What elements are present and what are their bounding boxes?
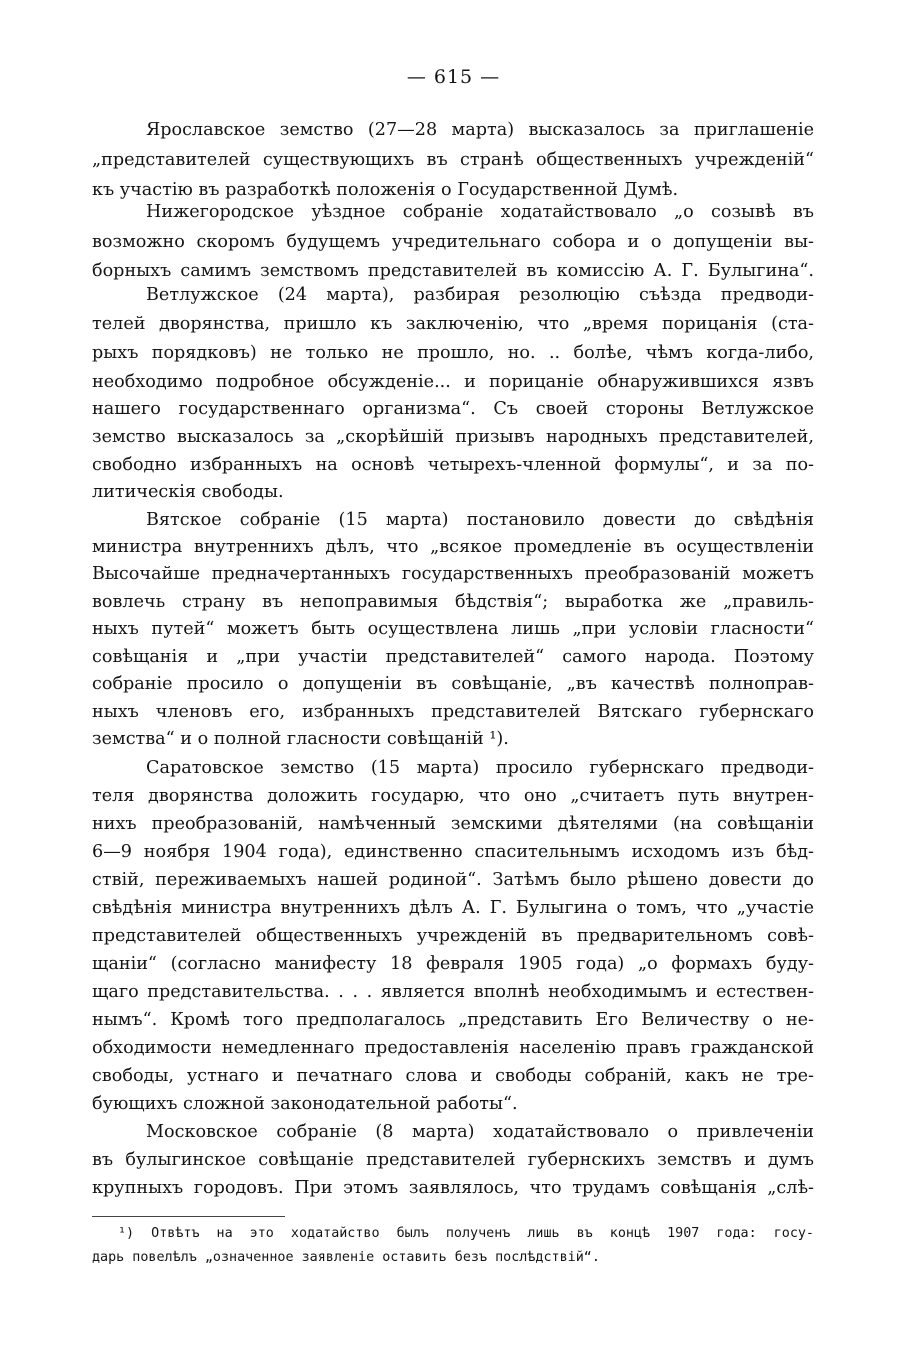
text-line: Высочайше предначертанныхъ государственныхъ преобразованій можетъ: [92, 564, 814, 584]
text-line: литическія свободы.: [92, 482, 284, 502]
text-line: ствій, переживаемыхъ нашей родиной“. Затѣмъ было рѣшено довести до: [92, 870, 814, 890]
text-line: щаго представительства. . . . является вполнѣ необходимымъ и естествен-: [92, 982, 814, 1002]
text-line: бующихъ сложной законодательной работы“.: [92, 1094, 518, 1114]
text-line: Нижегородское уѣздное собраніе ходатайствовало „о созывѣ въ: [146, 202, 814, 222]
text-line: рыхъ порядковъ) не только не прошло, но. .. болѣе, чѣмъ когда-либо,: [92, 343, 814, 363]
text-line: Ярославское земство (27—28 марта) высказалось за приглашеніе: [146, 120, 814, 140]
text-line: ныхъ членовъ его, избранныхъ представителей Вятскаго губернскаго: [92, 702, 814, 722]
footnote-line: ¹) Отвѣтъ на это ходатайство былъ полученъ лишь въ концѣ 1907 года: госу-: [118, 1226, 814, 1241]
text-line: представителей общественныхъ учрежденій въ предварительномъ совѣ-: [92, 926, 814, 946]
text-line: ныхъ путей“ можетъ быть осуществлена лишь „при условіи гласности“: [92, 619, 814, 639]
text-line: Ветлужское (24 марта), разбирая резолюцію съѣзда предводи-: [146, 285, 814, 305]
text-line: свободы, устнаго и печатнаго слова и свободы собраній, какъ не тре-: [92, 1066, 814, 1086]
text-line: вовлечь страну въ непоправимыя бѣдствія“; выработка же „правиль-: [92, 592, 814, 612]
text-line: обходимости немедленнаго предоставленія населенію правъ гражданской: [92, 1038, 814, 1058]
text-line: необходимо подробное обсужденіе... и порицаніе обнаружившихся язвъ: [92, 372, 814, 392]
text-line: земство высказалось за „скорѣйшій призывъ народныхъ представителей,: [92, 427, 814, 447]
text-line: „представителей существующихъ въ странѣ общественныхъ учрежденій“: [92, 150, 814, 170]
text-line: въ булыгинское совѣщаніе представителей губернскихъ земствъ и думъ: [92, 1150, 814, 1170]
page-number: — 615 —: [406, 66, 501, 88]
text-line: Московское собраніе (8 марта) ходатайствовало о привлеченіи: [146, 1122, 814, 1142]
footnote-line: дарь повелѣлъ „означенное заявленіе оставить безъ послѣдствій“.: [92, 1250, 600, 1265]
text-line: нашего государственнаго организма“. Съ своей стороны Ветлужское: [92, 399, 814, 419]
footnote-divider: [92, 1216, 285, 1217]
text-line: собраніе просило о допущеніи въ совѣщаніе, „въ качествѣ полноправ-: [92, 674, 814, 694]
text-line: 6—9 ноября 1904 года), единственно спасительнымъ исходомъ изъ бѣд-: [92, 842, 814, 862]
text-line: теля дворянства доложить государю, что оно „считаетъ путь внутрен-: [92, 786, 814, 806]
text-line: земства“ и о полной гласности совѣщаній ¹).: [92, 729, 509, 749]
text-line: свѣдѣнія министра внутреннихъ дѣлъ А. Г. Булыгина о томъ, что „участіе: [92, 898, 814, 918]
text-line: нымъ“. Кромѣ того предполагалось „представить Его Величеству о не-: [92, 1010, 814, 1030]
text-line: телей дворянства, пришло къ заключенію, что „время порицанія (ста-: [92, 314, 814, 334]
text-line: министра внутреннихъ дѣлъ, что „всякое промедленіе въ осуществленіи: [92, 537, 814, 557]
text-line: крупныхъ городовъ. При этомъ заявлялось, что трудамъ совѣщанія „слѣ-: [92, 1178, 814, 1198]
text-line: Саратовское земство (15 марта) просило губернскаго предводи-: [146, 758, 814, 778]
text-line: возможно скоромъ будущемъ учредительнаго собора и о допущеніи вы-: [92, 232, 814, 252]
text-line: борныхъ самимъ земствомъ представителей въ комиссію А. Г. Булыгина“.: [92, 261, 814, 281]
text-line: совѣщанія и „при участіи представителей“ самого народа. Поэтому: [92, 647, 814, 667]
text-line: щаніи“ (согласно манифесту 18 февраля 1905 года) „о формахъ буду-: [92, 954, 814, 974]
text-line: нихъ преобразованій, намѣченный земскими дѣятелями (на совѣщаніи: [92, 814, 814, 834]
text-line: къ участію въ разработкѣ положенія о Государственной Думѣ.: [92, 180, 679, 200]
text-line: Вятское собраніе (15 марта) постановило довести до свѣдѣнія: [146, 510, 814, 530]
text-line: свободно избранныхъ на основѣ четырехъ-членной формулы“, и за по-: [92, 455, 814, 475]
